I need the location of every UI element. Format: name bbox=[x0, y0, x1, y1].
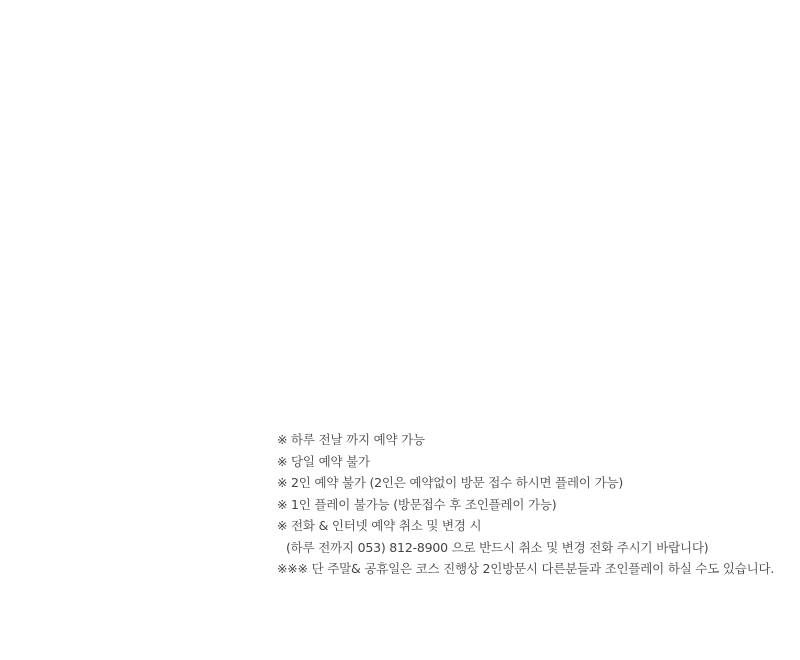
notice-one-person: ※ 1인 플레이 불가능 (방문접수 후 조인플레이 가능) bbox=[277, 496, 557, 512]
notice-cancel-change: ※ 전화 & 인터넷 예약 취소 및 변경 시 bbox=[277, 518, 482, 533]
notice-advance-booking: ※ 하루 전날 까지 예약 가능 bbox=[277, 432, 425, 447]
notice-weekend-join: ※※※ 단 주말& 공휴일은 코스 진행상 2인방문시 다른분들과 조인플레이 하실 수도 있습니다. bbox=[277, 561, 775, 576]
notice-same-day: ※ 당일 예약 불가 bbox=[277, 453, 370, 469]
reservation-notice-list bbox=[277, 429, 797, 580]
notice-cancel-phone: (하루 전까지 053) 812-8900 으로 반드시 취소 및 변경 전화 주시기 바랍니다) bbox=[286, 539, 709, 555]
notice-two-person: ※ 2인 예약 불가 (2인은 예약없이 방문 접수 하시면 플레이 가능) bbox=[277, 475, 623, 490]
